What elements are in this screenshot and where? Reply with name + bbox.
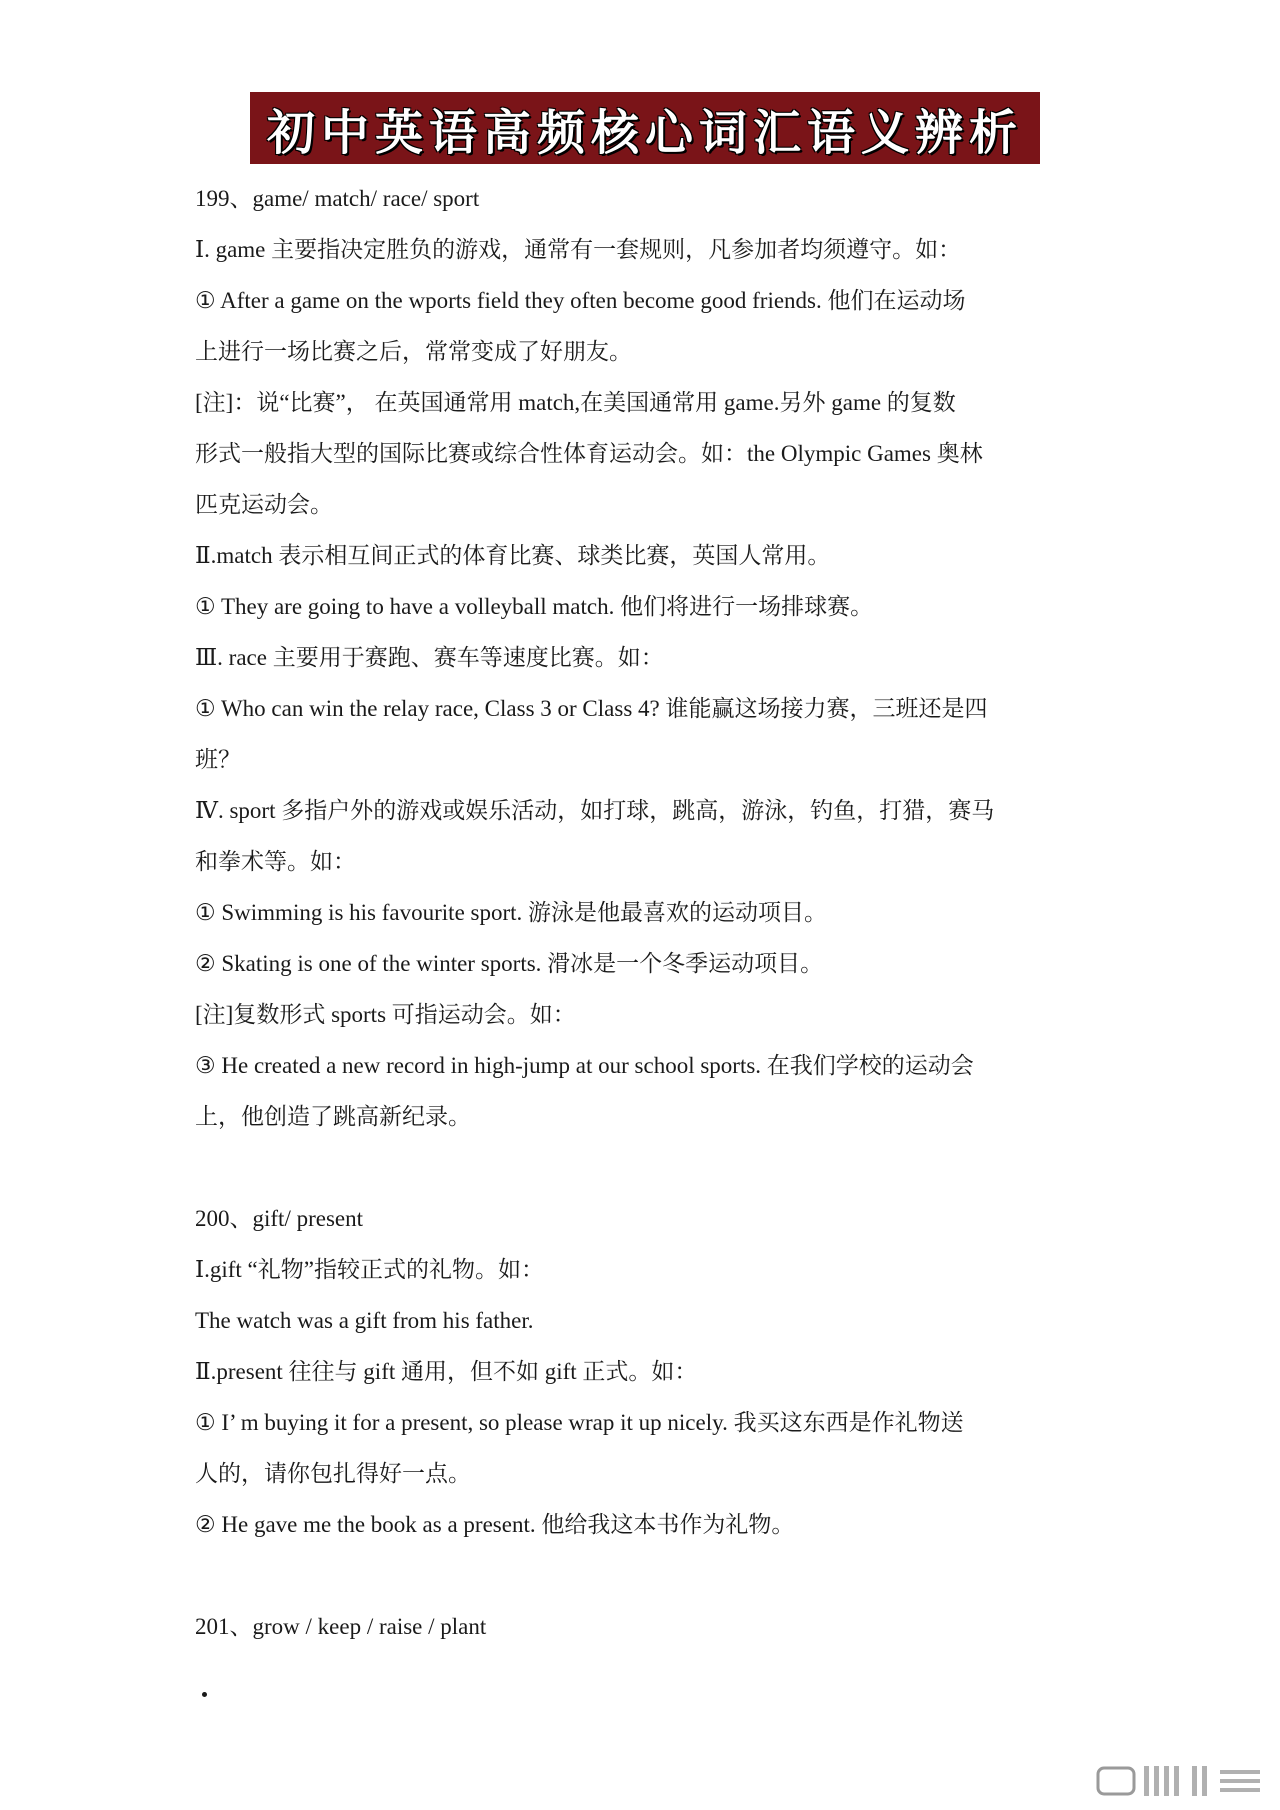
bullet-dot	[202, 1692, 207, 1697]
text-line: ① Swimming is his favourite sport. 游泳是他最喜欢的运动项目。	[195, 900, 828, 925]
text-line: Ⅲ. race 主要用于赛跑、赛车等速度比赛。如：	[195, 645, 664, 670]
text-line: Ⅳ. sport 多指户外的游戏或娱乐活动，如打球，跳高，游泳，钓鱼，打猎，赛马	[195, 798, 995, 823]
entry-199-heading: 199、game/ match/ race/ sport	[195, 186, 480, 211]
text-line: [注]复数形式 sports 可指运动会。如：	[195, 1002, 576, 1027]
text-line: [注]：说“比赛”， 在英国通常用 match,在美国通常用 game.另外 game 的复数	[195, 390, 956, 415]
text-line: The watch was a gift from his father.	[195, 1308, 534, 1333]
text-line: Ⅰ. game 主要指决定胜负的游戏，通常有一套规则，凡参加者均须遵守。如：	[195, 237, 962, 262]
text-line: 形式一般指大型的国际比赛或综合性体育运动会。如：the Olympic Games 奥林	[195, 441, 983, 466]
text-line: ② Skating is one of the winter sports. 滑冰是一个冬季运动项目。	[195, 951, 824, 976]
text-line: 人的，请你包扎得好一点。	[195, 1461, 471, 1486]
text-line: Ⅰ.gift “礼物”指较正式的礼物。如：	[195, 1257, 544, 1282]
text-line: ① After a game on the wports field they often become good friends. 他们在运动场	[195, 288, 966, 313]
list-view-icon[interactable]	[1096, 1764, 1266, 1798]
text-line: Ⅱ.match 表示相互间正式的体育比赛、球类比赛，英国人常用。	[195, 543, 831, 568]
text-line: 上，他创造了跳高新纪录。	[195, 1104, 471, 1129]
text-line: ① I’ m buying it for a present, so please wrap it up nicely. 我买这东西是作礼物送	[195, 1410, 964, 1435]
document-body	[195, 173, 1095, 1652]
text-line: 班？	[195, 747, 241, 772]
entry-200-heading: 200、gift/ present	[195, 1206, 363, 1231]
text-line: 匹克运动会。	[195, 492, 333, 517]
page-title: 初中英语高频核心词汇语义辨析	[266, 104, 1023, 161]
list-view-icon-graphic	[1096, 1764, 1266, 1798]
title-banner	[250, 92, 1040, 164]
text-line: Ⅱ.present 往往与 gift 通用，但不如 gift 正式。如：	[195, 1359, 698, 1384]
blank-line	[195, 1142, 1095, 1193]
text-line: 上进行一场比赛之后，常常变成了好朋友。	[195, 339, 632, 364]
blank-line	[195, 1550, 1095, 1601]
text-line: ③ He created a new record in high-jump at our school sports. 在我们学校的运动会	[195, 1053, 974, 1078]
text-line: ① They are going to have a volleyball match. 他们将进行一场排球赛。	[195, 594, 874, 619]
entry-201-heading: 201、grow / keep / raise / plant	[195, 1614, 487, 1639]
text-line: ② He gave me the book as a present. 他给我这本书作为礼物。	[195, 1512, 795, 1537]
text-line: ① Who can win the relay race, Class 3 or Class 4? 谁能赢这场接力赛，三班还是四	[195, 696, 988, 721]
text-line: 和拳术等。如：	[195, 849, 356, 874]
